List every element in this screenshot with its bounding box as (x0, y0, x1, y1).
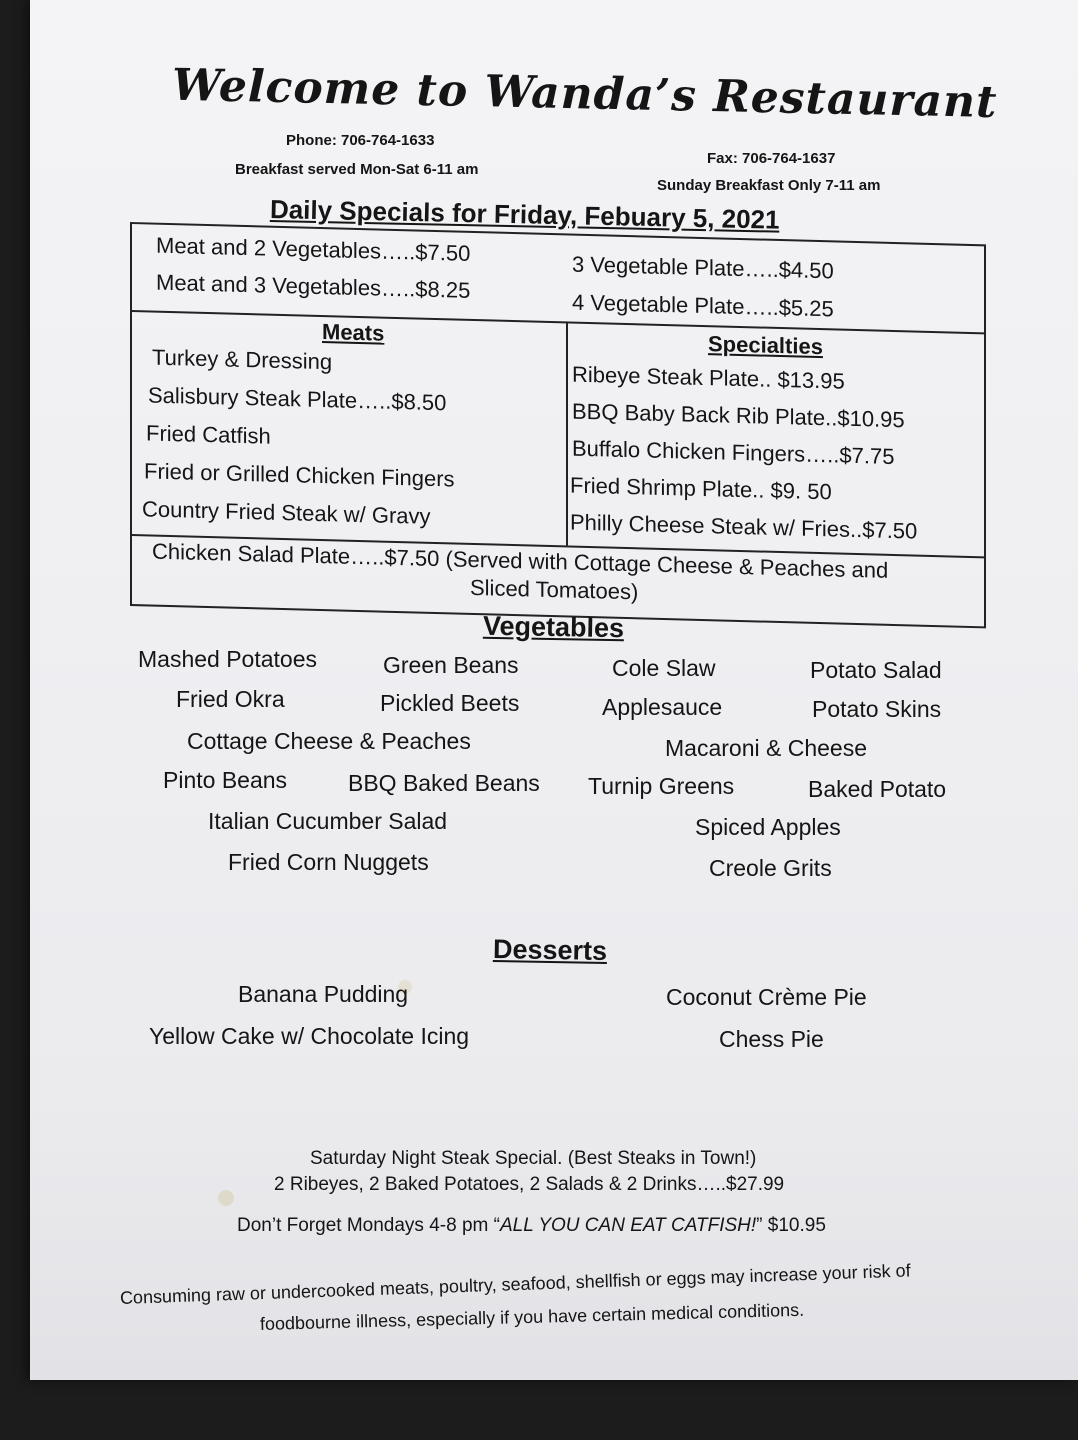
vegetable-item: Green Beans (383, 652, 519, 678)
meats-heading: Meats (322, 319, 385, 346)
specialty-item: Fried Shrimp Plate.. $9. 50 (570, 472, 832, 505)
combo-item: Meat and 2 Vegetables…..$7.50 (156, 232, 471, 266)
vegetable-item: Baked Potato (808, 776, 947, 802)
desserts-heading: Desserts (492, 934, 608, 966)
vegetable-item: Cole Slaw (612, 655, 716, 681)
vegetable-item: Potato Skins (812, 696, 942, 722)
vegetable-item: Spiced Apples (695, 814, 841, 840)
vegetables-heading: Vegetables (482, 610, 625, 644)
phone-number: Phone: 706-764-1633 (286, 132, 435, 149)
meat-item: Country Fried Steak w/ Gravy (142, 496, 431, 529)
vegetable-item: Pickled Beets (380, 690, 520, 716)
saturday-special: Saturday Night Steak Special. (Best Steaks in Town!) (310, 1148, 757, 1169)
monday-special-emphasis: ALL YOU CAN EAT CATFISH! (499, 1215, 757, 1236)
monday-special: Don’t Forget Mondays 4-8 pm “ALL YOU CAN EAT CATFISH!” $10.95 (237, 1215, 826, 1236)
vegetable-item: Fried Okra (176, 686, 285, 712)
vegetable-item: Macaroni & Cheese (665, 735, 867, 761)
chicken-salad-line: Chicken Salad Plate…..$7.50 (Served with Cottage Cheese & Peaches and (152, 538, 889, 583)
vegetable-item: Italian Cucumber Salad (208, 808, 448, 834)
table-divider (132, 310, 984, 334)
dessert-item: Chess Pie (719, 1026, 824, 1052)
chicken-salad-line: Sliced Tomatoes) (470, 574, 639, 605)
vegetable-item: Creole Grits (709, 855, 832, 881)
fax-number: Fax: 706-764-1637 (707, 150, 836, 167)
vegetable-item: Applesauce (602, 694, 723, 720)
table-column-divider (566, 321, 568, 545)
health-warning: Consuming raw or undercooked meats, poultry, seafood, shellfish or eggs may increase your risk of (119, 1260, 911, 1308)
vegetable-item: Fried Corn Nuggets (228, 849, 429, 875)
meat-item: Fried Catfish (146, 420, 271, 449)
dessert-item: Banana Pudding (238, 981, 409, 1007)
combo-item: 4 Vegetable Plate…..$5.25 (572, 289, 834, 322)
specialties-heading: Specialties (708, 331, 823, 360)
daily-specials-heading: Daily Specials for Friday, Febuary 5, 2021 (269, 194, 780, 235)
breakfast-hours: Breakfast served Mon-Sat 6-11 am (235, 161, 479, 178)
specialty-item: Ribeye Steak Plate.. $13.95 (572, 361, 845, 394)
vegetable-item: Mashed Potatoes (138, 646, 318, 672)
meat-item: Fried or Grilled Chicken Fingers (144, 458, 455, 492)
combo-item: Meat and 3 Vegetables…..$8.25 (156, 269, 471, 303)
health-warning: foodbourne illness, especially if you have certain medical conditions. (259, 1299, 805, 1334)
meat-item: Salisbury Steak Plate…..$8.50 (148, 382, 447, 416)
dessert-item: Yellow Cake w/ Chocolate Icing (149, 1023, 470, 1049)
specialty-item: Philly Cheese Steak w/ Fries..$7.50 (570, 509, 918, 544)
vegetable-item: Cottage Cheese & Peaches (187, 728, 471, 754)
saturday-special-detail: 2 Ribeyes, 2 Baked Potatoes, 2 Salads & 2 Drinks…..$27.99 (274, 1174, 785, 1195)
vegetable-item: Pinto Beans (163, 767, 288, 793)
combo-item: 3 Vegetable Plate…..$4.50 (572, 251, 834, 284)
vegetable-item: BBQ Baked Beans (348, 770, 540, 796)
specialty-item: BBQ Baby Back Rib Plate..$10.95 (572, 398, 905, 433)
sunday-breakfast-hours: Sunday Breakfast Only 7-11 am (657, 177, 881, 194)
vegetable-item: Turnip Greens (588, 773, 735, 799)
paper-spot (218, 1190, 234, 1206)
meat-item: Turkey & Dressing (152, 344, 333, 375)
restaurant-title: Welcome to Wanda’s Restaurant (171, 59, 998, 129)
specials-table (130, 222, 986, 628)
vegetable-item: Potato Salad (810, 657, 942, 683)
specialty-item: Buffalo Chicken Fingers…..$7.75 (572, 435, 895, 470)
dessert-item: Coconut Crème Pie (666, 984, 867, 1010)
